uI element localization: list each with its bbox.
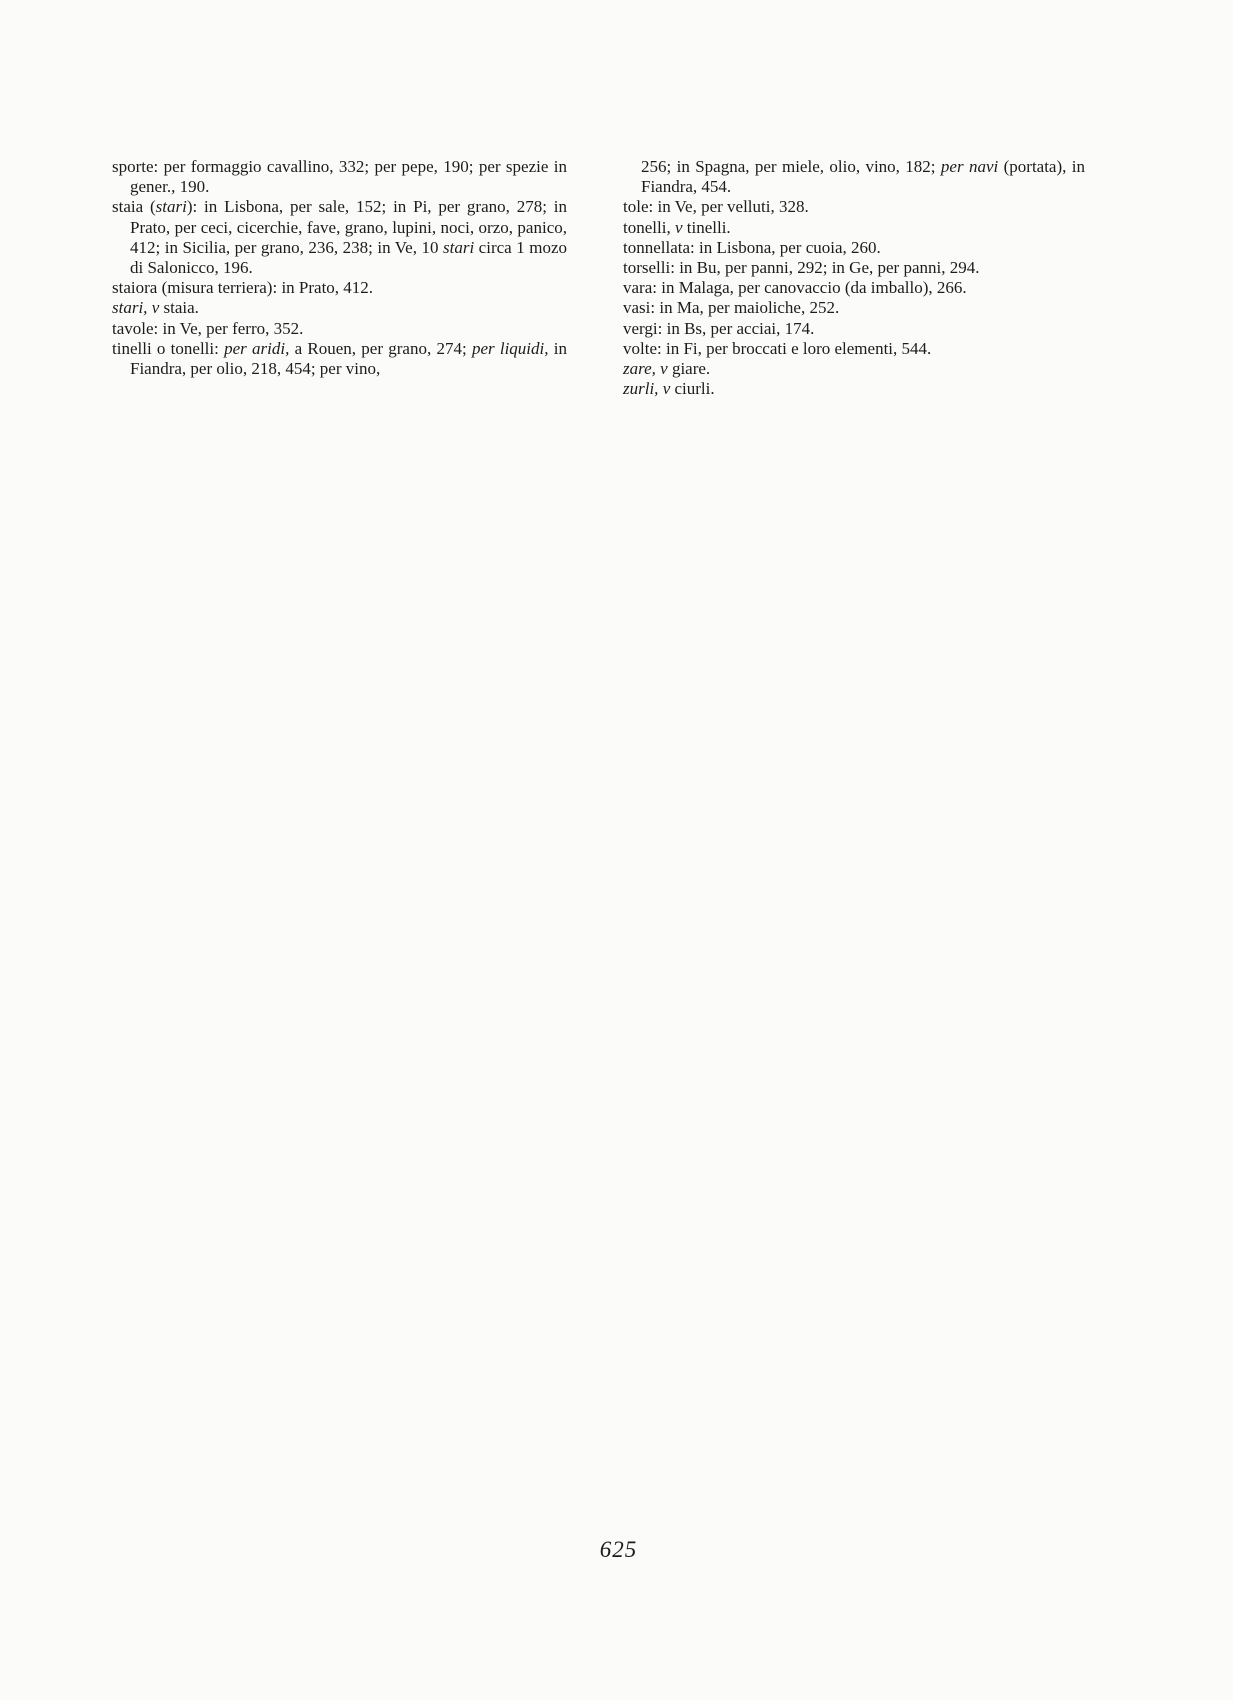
index-entry	[623, 278, 1085, 298]
index-text: 256; in Spagna, per miele, olio, vino, 182;	[641, 157, 941, 176]
index-text: in Fiandra, per olio, 218, 454; per vino,	[130, 338, 567, 379]
index-text: ): in Lisbona, per sale, 152; in Pi, per grano, 278; in Prato, per ceci, cicerchie, fave, grano, lupini, noci, orzo, panico, 412; in Sicilia, per grano, 236, 238; in Ve, 10	[130, 197, 567, 257]
index-text: tinelli.	[682, 217, 731, 237]
index-term-italic: per aridi,	[224, 338, 290, 358]
index-entry	[623, 339, 1085, 359]
index-term-italic: zare,	[623, 359, 656, 379]
index-term-italic: per liquidi,	[471, 338, 549, 358]
index-text: torselli: in Bu, per panni, 292; in Ge, per panni, 294.	[623, 258, 980, 278]
index-text: tonelli,	[623, 217, 675, 237]
index-entry	[112, 339, 567, 379]
index-text: tavole: in Ve, per ferro, 352.	[112, 318, 304, 338]
index-text: staia.	[159, 298, 199, 318]
index-term-italic: v	[660, 359, 668, 379]
index-entry	[623, 258, 1085, 278]
index-entry	[112, 197, 567, 278]
index-text: staiora (misura terriera): in Prato, 412.	[112, 278, 374, 298]
index-term-italic: zurli,	[623, 379, 659, 399]
index-text: circa 1 mozo di Salonicco, 196.	[130, 237, 567, 278]
index-entry	[623, 197, 1085, 217]
index-text: sporte: per formaggio cavallino, 332; per pepe, 190; per spezie in gener., 190.	[112, 157, 567, 197]
index-term-italic: stari	[442, 237, 475, 257]
index-entry	[112, 157, 567, 197]
page-number: 625	[599, 1537, 638, 1562]
index-term-italic: stari,	[112, 298, 148, 318]
index-entry	[112, 319, 567, 339]
index-text: vergi: in Bs, per acciai, 174.	[623, 318, 815, 338]
index-entry	[623, 157, 1085, 197]
index-column-right	[623, 157, 1085, 399]
index-column-left	[112, 157, 567, 379]
index-term-italic: v	[151, 298, 160, 318]
index-text: volte: in Fi, per broccati e loro elementi, 544.	[623, 338, 932, 358]
index-text: (portata), in Fiandra, 454.	[641, 157, 1085, 197]
index-entry	[623, 359, 1085, 379]
index-term-italic: stari	[155, 197, 187, 217]
index-entry	[112, 278, 567, 298]
index-text: tonnellata: in Lisbona, per cuoia, 260.	[623, 237, 881, 257]
index-text: vara: in Malaga, per canovaccio (da imballo), 266.	[623, 278, 967, 298]
index-entry	[623, 218, 1085, 238]
index-text: tinelli o tonelli:	[112, 338, 225, 358]
index-entry	[623, 298, 1085, 318]
index-entry	[112, 298, 567, 318]
index-text: giare.	[667, 359, 711, 379]
index-entry	[623, 238, 1085, 258]
index-text: ciurli.	[670, 379, 715, 399]
index-text: tole: in Ve, per velluti, 328.	[623, 197, 809, 217]
index-entry	[623, 319, 1085, 339]
index-term-italic: v	[662, 379, 671, 399]
index-term-italic: v	[674, 217, 683, 237]
index-text: a Rouen, per grano, 274;	[289, 338, 472, 358]
index-term-italic: per navi	[940, 157, 999, 176]
index-entry	[623, 379, 1085, 399]
index-text: staia (	[112, 197, 156, 217]
index-text: vasi: in Ma, per maioliche, 252.	[623, 298, 840, 318]
